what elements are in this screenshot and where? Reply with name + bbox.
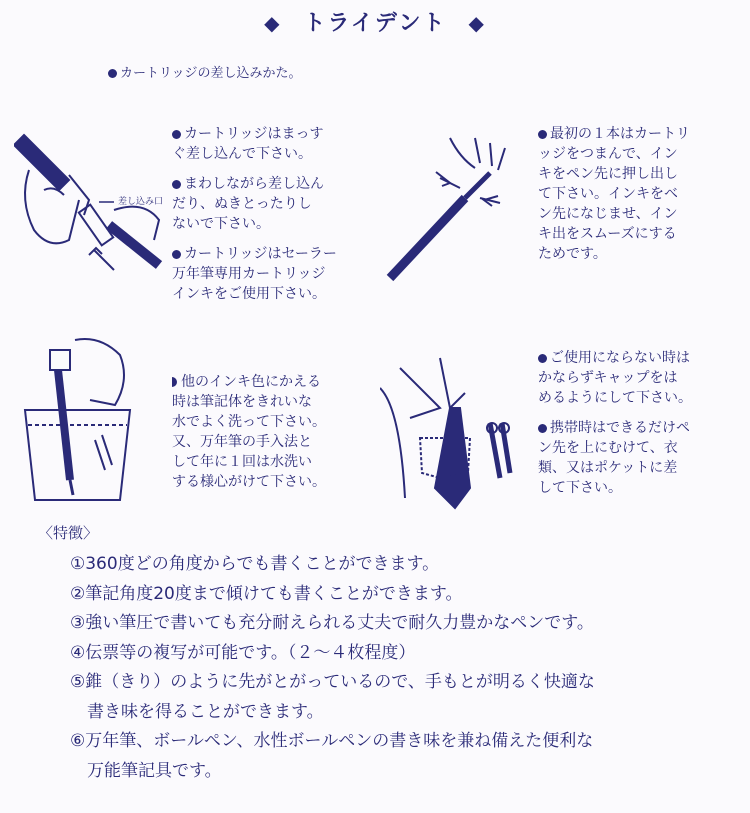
bullet-icon [172,250,181,259]
feature-item-continued: 万能筆記具です。 [87,760,222,781]
features-list [70,550,740,786]
feature-item: ②筆記角度20度まで傾けても書くことができます。 [70,583,463,604]
insert-port-label: 差し込み口 [118,197,164,207]
illustration-insert-cartridge [14,130,174,280]
title-text: トライデント [303,11,447,36]
subheading: カートリッジの差し込みかた。 [108,62,301,81]
bullet-item: カートリッジはまっす ぐ差し込んで下さい。 [172,126,324,162]
bullet-item: 最初の１本はカートリ ッジをつまんで、イン キをペン先に押し出し て下さい。インキをベ ン先になじませ、イン キ出をスムーズにする ためです。 [538,126,690,262]
illustration-water-glass [20,330,160,510]
bullet-item: 携帯時はできるだけペ ン先を上にむけて、衣 類、又はポケットに差 して下さい。 [538,420,690,496]
bullet-icon [172,180,181,189]
section2-bullets [538,124,748,274]
bullet-icon [538,354,547,363]
section3-bullets [172,372,382,502]
section1-bullets [172,124,372,314]
feature-item-continued: 書き味を得ることができます。 [87,701,324,722]
feature-item: ④伝票等の複写が可能です。（２～４枚程度） [70,642,416,663]
feature-item: ⑤錐（きり）のように先がとがっているので、手もとが明るく快適な [70,672,595,692]
bullet-icon [538,130,547,139]
illustration-squeeze-cartridge [380,128,530,288]
illustration-shirt-pocket [380,348,540,518]
bullet-icon [538,424,547,433]
section4-bullets [538,348,748,508]
bullet-icon [172,130,181,139]
feature-item: ③強い筆圧で書いても充分耐えられる丈夫で耐久力豊かなペンです。 [70,613,594,633]
bullet-item: ご使用にならない時は かならずキャップをは めるようにして下さい。 [538,350,692,406]
page-title [0,6,750,37]
bullet-item: まわしながら差し込ん だり、ぬきとったりし ないで下さい。 [172,176,324,232]
bullet-item: 他のインキ色にかえる 時は筆記体をきれいな 水でよく洗って下さい。 又、万年筆の手入法と して年に１回は水洗い する様心がけて下さい。 [172,374,326,490]
diamond-icon: ◆ [468,11,486,35]
feature-item: ⑥万年筆、ボールペン、水性ボールペンの書き味を兼ね備えた便利な [70,731,594,751]
bullet-item: カートリッジはセーラー 万年筆専用カートリッジ インキをご使用下さい。 [172,246,337,302]
diamond-icon: ◆ [264,11,282,35]
half-bullet-icon [172,377,177,387]
feature-item: ①360度どの角度からでも書くことができます。 [70,554,440,574]
bullet-icon [108,69,117,78]
features-heading: 〈特徴〉 [38,524,99,542]
